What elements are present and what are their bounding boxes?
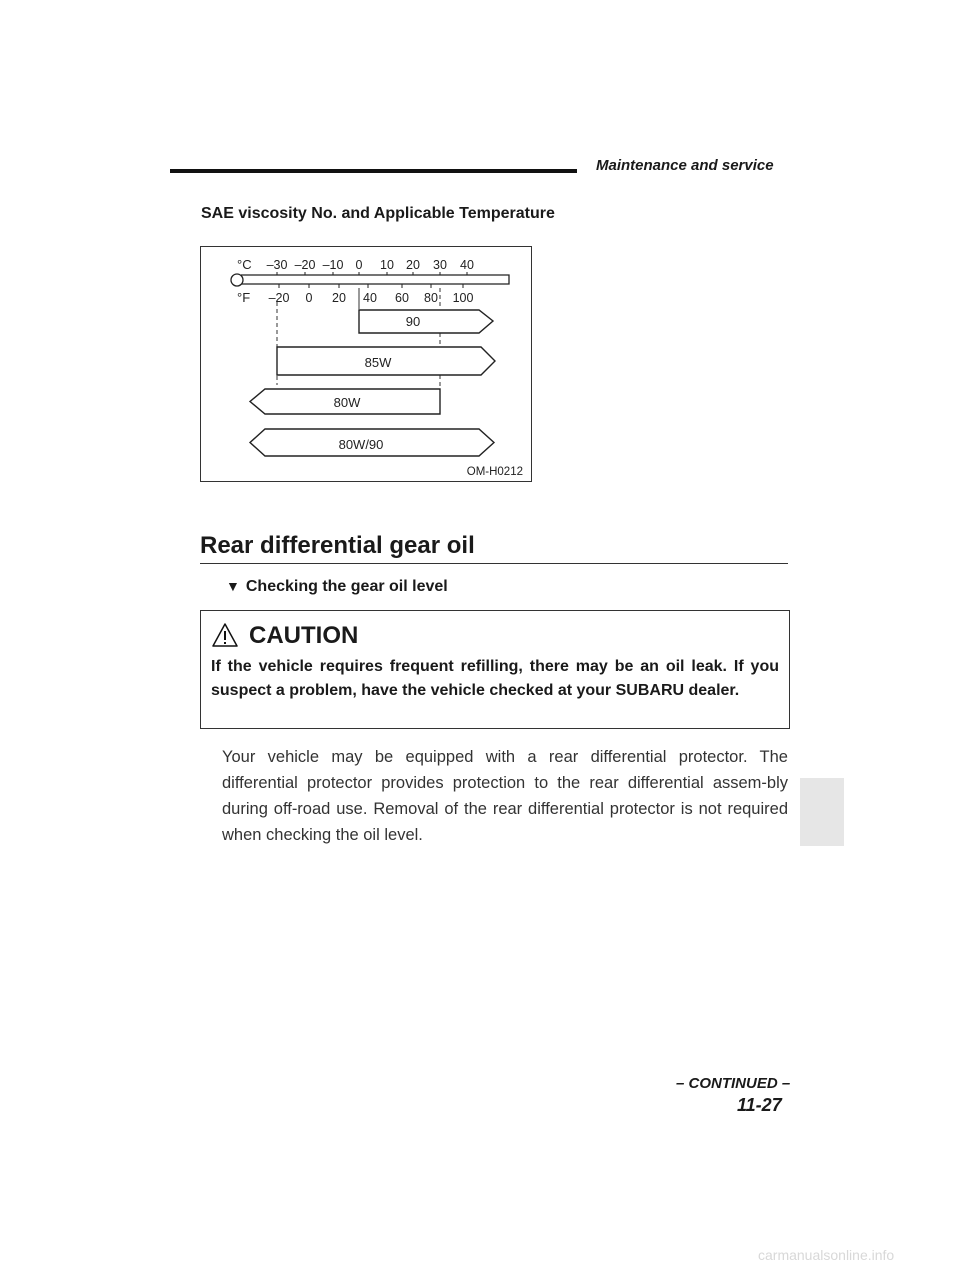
- caution-title: CAUTION: [249, 622, 359, 649]
- f-tick-label: 20: [332, 291, 346, 305]
- watermark: carmanualsonline.info: [758, 1247, 895, 1263]
- caution-text: If the vehicle requires frequent refilling, there may be an oil leak. If you suspect a problem, have the vehicle checked at your SUBARU dealer.: [211, 658, 779, 699]
- triangle-bullet-icon: ▼: [226, 578, 240, 594]
- c-tick-label: –10: [322, 258, 344, 272]
- figure-code: OM-H0212: [466, 466, 523, 478]
- f-tick-label: 60: [395, 291, 409, 305]
- celsius-unit-label: °C: [237, 257, 252, 272]
- f-tick-label: 40: [363, 291, 377, 305]
- c-tick-label: 40: [460, 258, 474, 272]
- warning-triangle-icon: [212, 623, 238, 647]
- grade-label-80w: 80W: [333, 395, 361, 410]
- continued-label: – CONTINUED –: [676, 1075, 791, 1092]
- c-tick-label: 10: [380, 258, 394, 272]
- grade-label-80w90: 80W/90: [338, 437, 384, 452]
- f-tick-label: 80: [424, 291, 438, 305]
- page-number: 11-27: [737, 1095, 782, 1115]
- caution-box: [200, 610, 790, 729]
- thermometer-tube: [241, 275, 509, 284]
- chapter-side-tab: [800, 778, 844, 846]
- f-tick-label: 100: [452, 291, 474, 305]
- grade-label-85w: 85W: [364, 355, 392, 370]
- viscosity-chart: [201, 247, 533, 483]
- subheading-text: Checking the gear oil level: [245, 578, 448, 595]
- header-rule: [170, 169, 577, 173]
- c-tick-label: 0: [355, 258, 363, 272]
- f-tick-label: 0: [305, 291, 313, 305]
- c-tick-label: 30: [433, 258, 447, 272]
- body-paragraph: Your vehicle may be equipped with a rear differential protector. The differential protector provides protection to the rear differential assem-bly during off-road use. Removal of the rear differential protector is not required when checking the oil level.: [222, 748, 788, 844]
- grade-band-90: [359, 310, 493, 333]
- diagram-caption: SAE viscosity No. and Applicable Temperature: [201, 205, 555, 222]
- thermometer-bulb: [231, 274, 243, 286]
- section-rule: [200, 563, 788, 564]
- f-tick-label: –20: [268, 291, 290, 305]
- header-title: Maintenance and service: [596, 157, 774, 174]
- subheading: [226, 578, 448, 596]
- section-title: Rear differential gear oil: [200, 532, 475, 559]
- c-tick-label: –30: [266, 258, 288, 272]
- grade-label-90: 90: [405, 314, 421, 329]
- c-tick-label: –20: [294, 258, 316, 272]
- fahrenheit-unit-label: °F: [237, 290, 251, 305]
- viscosity-diagram: [200, 246, 532, 482]
- c-tick-label: 20: [406, 258, 420, 272]
